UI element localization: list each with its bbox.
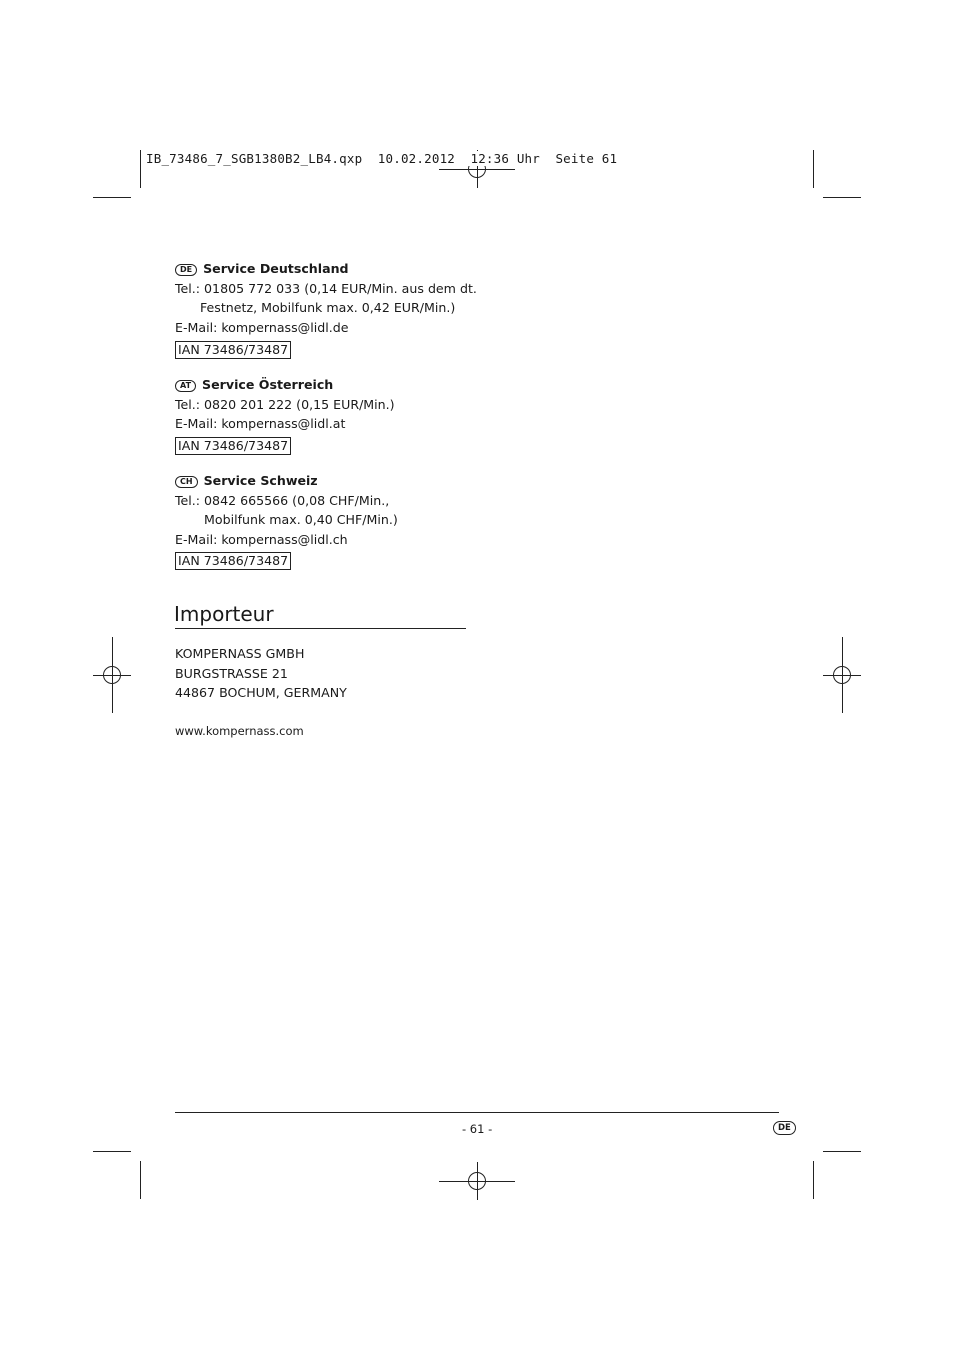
country-badge-de: DE: [175, 264, 197, 276]
service-section-at: [175, 375, 395, 434]
crop-mark: [140, 1161, 141, 1199]
crop-mark: [93, 1151, 131, 1152]
service-phone-line: Festnetz, Mobilfunk max. 0,42 EUR/Min.): [200, 300, 456, 315]
crop-mark: [823, 1151, 861, 1152]
page-number: - 61 -: [462, 1122, 493, 1136]
service-email: E-Mail: kompernass@lidl.at: [175, 416, 346, 431]
crop-mark: [93, 197, 131, 198]
service-phone-line: Tel.: 01805 772 033 (0,14 EUR/Min. aus dem dt.: [175, 280, 477, 296]
service-title: Service Österreich: [202, 377, 334, 392]
service-email: E-Mail: kompernass@lidl.ch: [175, 531, 348, 547]
crop-mark: [140, 150, 141, 188]
service-heading: [175, 471, 398, 491]
service-phone-line: Mobilfunk max. 0,40 CHF/Min.): [204, 512, 398, 527]
country-badge-at: AT: [175, 380, 196, 392]
registration-circle: [833, 666, 851, 684]
section-heading-importer: Importeur: [174, 602, 274, 626]
service-section-ch: [175, 471, 398, 549]
service-heading: [175, 375, 395, 395]
service-phone-line: Tel.: 0842 665566 (0,08 CHF/Min.,: [175, 492, 390, 508]
registration-circle: [468, 1172, 486, 1190]
importer-address: [175, 644, 347, 703]
file-slug-line: IB_73486_7_SGB1380B2_LB4.qxp 10.02.2012 12:36 Uhr Seite 61: [146, 151, 618, 166]
footer-rule: [175, 1112, 779, 1113]
crop-mark: [813, 150, 814, 188]
crop-mark: [813, 1161, 814, 1199]
registration-circle: [103, 666, 121, 684]
ian-box: IAN 73486/73487: [175, 341, 291, 359]
address-line: 44867 BOCHUM, GERMANY: [175, 685, 347, 700]
service-phone-line: Tel.: 0820 201 222 (0,15 EUR/Min.): [175, 396, 395, 412]
ian-box: IAN 73486/73487: [175, 437, 291, 455]
country-badge-ch: CH: [175, 476, 198, 488]
importer-website: www.kompernass.com: [175, 724, 304, 738]
service-title: Service Deutschland: [203, 261, 349, 276]
crop-mark: [823, 197, 861, 198]
service-email: E-Mail: kompernass@lidl.de: [175, 319, 349, 335]
address-line: BURGSTRASSE 21: [175, 665, 288, 681]
address-line: KOMPERNASS GMBH: [175, 646, 305, 661]
service-section-de: [175, 259, 477, 337]
service-title: Service Schweiz: [203, 473, 318, 488]
footer-language-badge: DE: [773, 1121, 796, 1135]
ian-box: IAN 73486/73487: [175, 552, 291, 570]
service-heading: [175, 259, 477, 279]
heading-rule: [175, 628, 466, 629]
